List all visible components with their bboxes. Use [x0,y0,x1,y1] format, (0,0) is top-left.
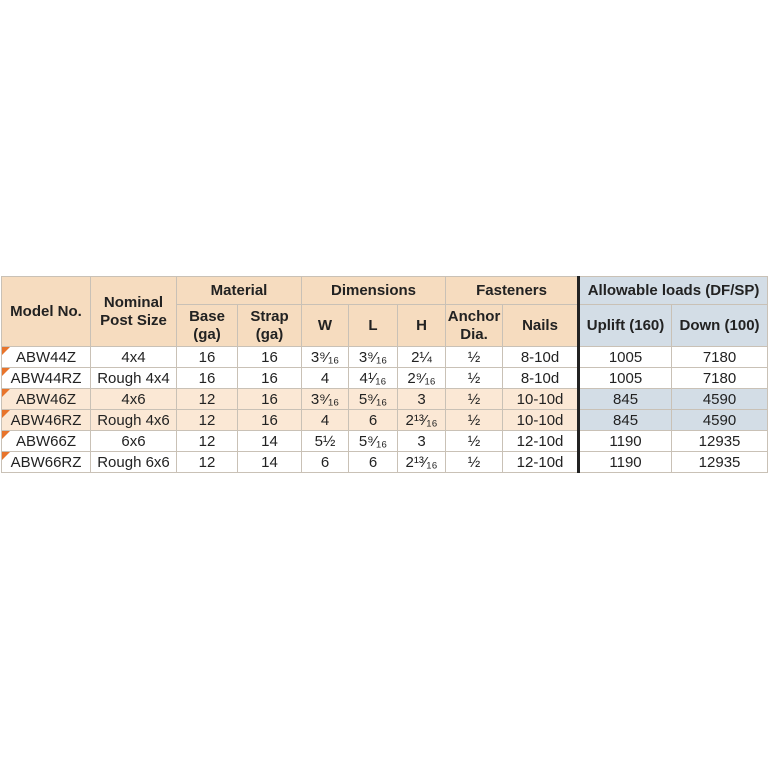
header-l: L [349,305,398,347]
model-cell [2,431,91,452]
uplift-cell: 845 [579,389,672,410]
anchor-cell: ½ [446,368,503,389]
anchor-cell: ½ [446,410,503,431]
marker-icon [2,452,10,460]
down-cell: 4590 [672,389,768,410]
header-model: Model No. [2,277,91,347]
table-row [2,368,768,389]
nails-cell: 12-10d [503,431,579,452]
base-cell: 12 [177,410,238,431]
w-cell: 4 [302,368,349,389]
table-row [2,431,768,452]
base-cell: 12 [177,431,238,452]
model-text: ABW44Z [15,348,76,366]
header-w: W [302,305,349,347]
h-cell: 3 [398,389,446,410]
model-cell [2,389,91,410]
h-cell: 2⁹⁄₁₆ [398,368,446,389]
h-cell: 2¹³⁄₁₆ [398,452,446,473]
w-cell: 5½ [302,431,349,452]
nails-cell: 12-10d [503,452,579,473]
model-cell [2,452,91,473]
marker-icon [2,389,10,397]
down-cell: 12935 [672,452,768,473]
header-fasteners: Fasteners [446,277,579,305]
uplift-cell: 1005 [579,368,672,389]
table-row [2,452,768,473]
uplift-cell: 1005 [579,347,672,368]
uplift-cell: 1190 [579,431,672,452]
down-cell: 7180 [672,368,768,389]
header-allowable-loads: Allowable loads (DF/SP) [579,277,768,305]
header-dimensions: Dimensions [302,277,446,305]
header-anchor-dia: Anchor Dia. [446,305,503,347]
model-text: ABW66RZ [10,453,82,471]
down-cell: 7180 [672,347,768,368]
nails-cell: 8-10d [503,368,579,389]
model-text: ABW46Z [15,390,76,408]
h-cell: 3 [398,431,446,452]
header-strap: Strap (ga) [238,305,302,347]
nails-cell: 8-10d [503,347,579,368]
uplift-cell: 845 [579,410,672,431]
anchor-cell: ½ [446,389,503,410]
nails-cell: 10-10d [503,410,579,431]
marker-icon [2,410,10,418]
base-cell: 12 [177,389,238,410]
base-cell: 16 [177,347,238,368]
w-cell: 3⁹⁄₁₆ [302,347,349,368]
size-cell: 4x4 [91,347,177,368]
header-material: Material [177,277,302,305]
table-row [2,410,768,431]
header-uplift: Uplift (160) [579,305,672,347]
strap-cell: 16 [238,347,302,368]
model-cell [2,368,91,389]
marker-icon [2,368,10,376]
strap-cell: 16 [238,389,302,410]
down-cell: 12935 [672,431,768,452]
w-cell: 6 [302,452,349,473]
base-cell: 12 [177,452,238,473]
l-cell: 6 [349,410,398,431]
size-cell: Rough 6x6 [91,452,177,473]
w-cell: 4 [302,410,349,431]
table-row [2,389,768,410]
l-cell: 3⁹⁄₁₆ [349,347,398,368]
marker-icon [2,431,10,439]
l-cell: 5⁹⁄₁₆ [349,431,398,452]
anchor-cell: ½ [446,452,503,473]
header-h: H [398,305,446,347]
strap-cell: 16 [238,410,302,431]
model-cell [2,347,91,368]
model-text: ABW66Z [15,432,76,450]
header-down: Down (100) [672,305,768,347]
marker-icon [2,347,10,355]
nails-cell: 10-10d [503,389,579,410]
header-nails: Nails [503,305,579,347]
header-nominal-post-size: Nominal Post Size [91,277,177,347]
model-text: ABW46RZ [10,411,82,429]
anchor-cell: ½ [446,347,503,368]
l-cell: 4¹⁄₁₆ [349,368,398,389]
size-cell: 6x6 [91,431,177,452]
h-cell: 2¹³⁄₁₆ [398,410,446,431]
l-cell: 6 [349,452,398,473]
strap-cell: 16 [238,368,302,389]
size-cell: Rough 4x4 [91,368,177,389]
size-cell: 4x6 [91,389,177,410]
header-base: Base (ga) [177,305,238,347]
model-text: ABW44RZ [10,369,82,387]
spec-table [1,276,768,473]
uplift-cell: 1190 [579,452,672,473]
strap-cell: 14 [238,431,302,452]
table-row [2,347,768,368]
down-cell: 4590 [672,410,768,431]
model-cell [2,410,91,431]
anchor-cell: ½ [446,431,503,452]
strap-cell: 14 [238,452,302,473]
w-cell: 3⁹⁄₁₆ [302,389,349,410]
h-cell: 2¼ [398,347,446,368]
l-cell: 5⁹⁄₁₆ [349,389,398,410]
size-cell: Rough 4x6 [91,410,177,431]
base-cell: 16 [177,368,238,389]
